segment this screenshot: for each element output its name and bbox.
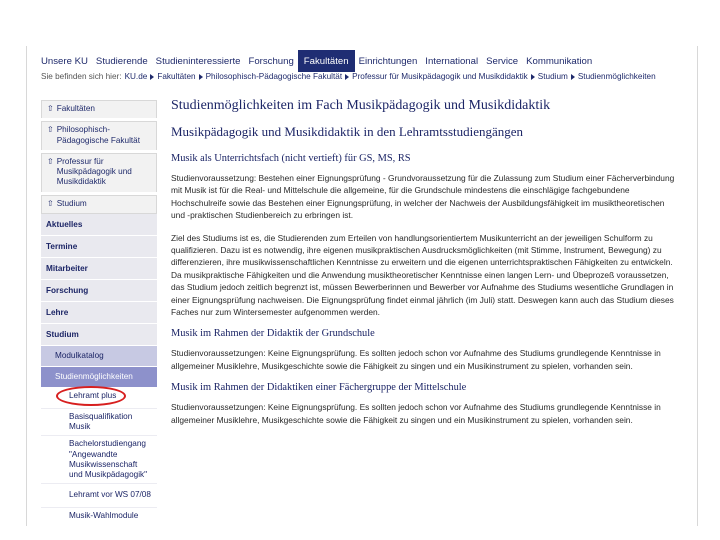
nav-studierende[interactable]: Studierende	[95, 55, 148, 67]
section-paragraph: Studienvoraussetzungen: Keine Eignungsprüfung. Es sollten jedoch schon vor Aufnahme des Studiums grundlegende Kenntnisse in allgemeiner Musiklehre, Musikgeschichte sowie die Fähigkeit zu singen und ein Musikinstrument zu spielen, vorhanden sein.	[171, 348, 661, 371]
sidebar-subitem-modulkatalog[interactable]: Modulkatalog	[41, 346, 157, 367]
nav-fakultaeten[interactable]: Fakultäten	[298, 50, 355, 72]
breadcrumb-arrow-icon	[345, 74, 349, 80]
up-arrow-icon: ⇧	[47, 104, 54, 113]
breadcrumb-item[interactable]: Professur für Musikpädagogik und Musikdidaktik	[352, 72, 528, 81]
section-heading: Musik im Rahmen der Didaktik der Grundschule	[171, 328, 375, 340]
breadcrumb-item[interactable]: KU.de	[124, 72, 148, 81]
sidebar-link-label: Lehramt plus	[69, 390, 117, 400]
nav-forschung[interactable]: Forschung	[248, 55, 294, 67]
page-subtitle: Musikpädagogik und Musikdidaktik in den Lehramtsstudiengängen	[171, 124, 524, 139]
nav-kommunikation[interactable]: Kommunikation	[526, 55, 593, 67]
sidebar	[41, 100, 157, 524]
sidebar-link-musik-wahlmodule[interactable]: Musik-Wahlmodule	[41, 507, 157, 524]
section-paragraph: Studienvoraussetzungen: Keine Eignungsprüfung. Es sollten jedoch schon vor Aufnahme des Studiums grundlegende Kenntnisse in allgemeiner Musiklehre, Musikgeschichte sowie die Fähigkeit zu singen und ein Musikinstrument zu spielen, vorhanden sein.	[171, 402, 661, 425]
sidebar-item-termine[interactable]: Termine	[41, 236, 157, 258]
sidebar-link-lehramt-vor-ws[interactable]: Lehramt vor WS 07/08	[41, 483, 157, 506]
sidebar-up-studium[interactable]	[41, 195, 157, 214]
section-heading: Musik als Unterrichtsfach (nicht vertieft) für GS, MS, RS	[171, 153, 411, 164]
up-arrow-icon: ⇧	[47, 198, 54, 208]
sidebar-item-mitarbeiter[interactable]: Mitarbeiter	[41, 258, 157, 280]
sidebar-item-forschung[interactable]: Forschung	[41, 280, 157, 302]
nav-einrichtungen[interactable]: Einrichtungen	[358, 55, 418, 67]
nav-unsere-ku[interactable]: Unsere KU	[41, 55, 88, 67]
breadcrumb-item[interactable]: Philosophisch-Pädagogische Fakultät	[205, 72, 343, 81]
page-title: Studienmöglichkeiten im Fach Musikpädagogik und Musikdidaktik	[171, 98, 551, 113]
nav-studieninteressierte[interactable]: Studieninteressierte	[155, 55, 241, 67]
top-navigation	[27, 50, 697, 72]
section-paragraph: Ziel des Studiums ist es, die Studierenden zum Erteilen von handlungsorientiertem Musikunterricht an der jeweiligen Schulform zu qualifizieren. Dazu ist es notwendig, ihre eigenen musikpraktischen Ausdrucksmöglichkeiten (mit Stimme, Instrument, Bewegung) zu differenzieren, ihre musikwissenschaftlichen Kenntnisse zu erweitern und die eigenen unterrichtspraktischen Fähigkeiten zu entwickeln. Da musikpraktische Fähigkeiten und die Anwendung musiktheoretischer Kenntnisse einen langen Lern- und Übeprozeß voraussetzen, das Studium jedoch zeitlich begrenzt ist, müssen Bewerberinnen und Bewerber vor Aufnahme des Studiums wesentliche Grundlagen in einer Eignungsprüfung nachweisen. Die Eignungsprüfung findet einmal jährlich (im Juli) statt. Deswegen kann auch das Studium dieses Faches nur zum Wintersemester aufgenommen werden.	[171, 232, 674, 318]
sidebar-up-fakultaeten[interactable]	[41, 100, 157, 118]
breadcrumb-arrow-icon	[199, 74, 203, 80]
nav-international[interactable]: International	[425, 55, 479, 67]
up-arrow-icon: ⇧	[47, 156, 54, 166]
breadcrumb-arrow-icon	[571, 74, 575, 80]
breadcrumb-arrow-icon	[531, 74, 535, 80]
section-heading: Musik im Rahmen der Didaktiken einer Fächergruppe der Mittelschule	[171, 382, 467, 394]
sidebar-up-label: Fakultäten	[56, 104, 95, 113]
annotation-circle	[56, 386, 126, 406]
sidebar-up-label: Studium	[56, 198, 87, 208]
nav-service[interactable]: Service	[486, 55, 519, 67]
main-content	[171, 98, 677, 436]
breadcrumb-item[interactable]: Studium	[537, 72, 568, 81]
breadcrumb-label: Sie befinden sich hier:	[41, 72, 122, 81]
sidebar-link-lehramt-plus[interactable]	[41, 388, 157, 408]
browser-page	[26, 46, 698, 526]
up-arrow-icon: ⇧	[47, 125, 54, 135]
sidebar-link-basisqualifikation[interactable]: Basisqualifikation Musik	[41, 408, 157, 436]
sidebar-up-fakultaet[interactable]	[41, 121, 157, 150]
sidebar-link-bachelorstudiengang[interactable]: Bachelorstudiengang "Angewandte Musikwissenschaft und Musikpädagogik"	[41, 435, 157, 483]
sidebar-item-studium[interactable]: Studium	[41, 324, 157, 346]
section-paragraph: Studienvoraussetzung: Bestehen einer Eignungsprüfung - Grundvoraussetzung für die Zulassung zum Studium einer Fächerverbindung mit Musik ist für die Real- und Mittelschule die allgemeine, für die Grundschule mindestens die einschlägige fachgebundene Hochschulreife sowie das Bestehen einer Eignungsprüfung, in welcher der Nachweis der Ausbildungsfähigkeit im musiktheoretischen und -praktischen Studienbereich zu erbringen ist.	[171, 173, 675, 221]
sidebar-item-lehre[interactable]: Lehre	[41, 302, 157, 324]
sidebar-up-label: Professur für Musikpädagogik und Musikdidaktik	[56, 156, 132, 187]
breadcrumb-arrow-icon	[150, 74, 154, 80]
sidebar-up-professur[interactable]	[41, 153, 157, 192]
sidebar-up-label: Philosophisch-Pädagogische Fakultät	[56, 125, 140, 145]
breadcrumb-item-current[interactable]: Studienmöglichkeiten	[577, 72, 656, 81]
breadcrumb	[41, 72, 656, 81]
sidebar-subitem-studienmoeglichkeiten[interactable]: Studienmöglichkeiten	[41, 367, 157, 388]
sidebar-item-aktuelles[interactable]: Aktuelles	[41, 214, 157, 236]
breadcrumb-item[interactable]: Fakultäten	[157, 72, 196, 81]
